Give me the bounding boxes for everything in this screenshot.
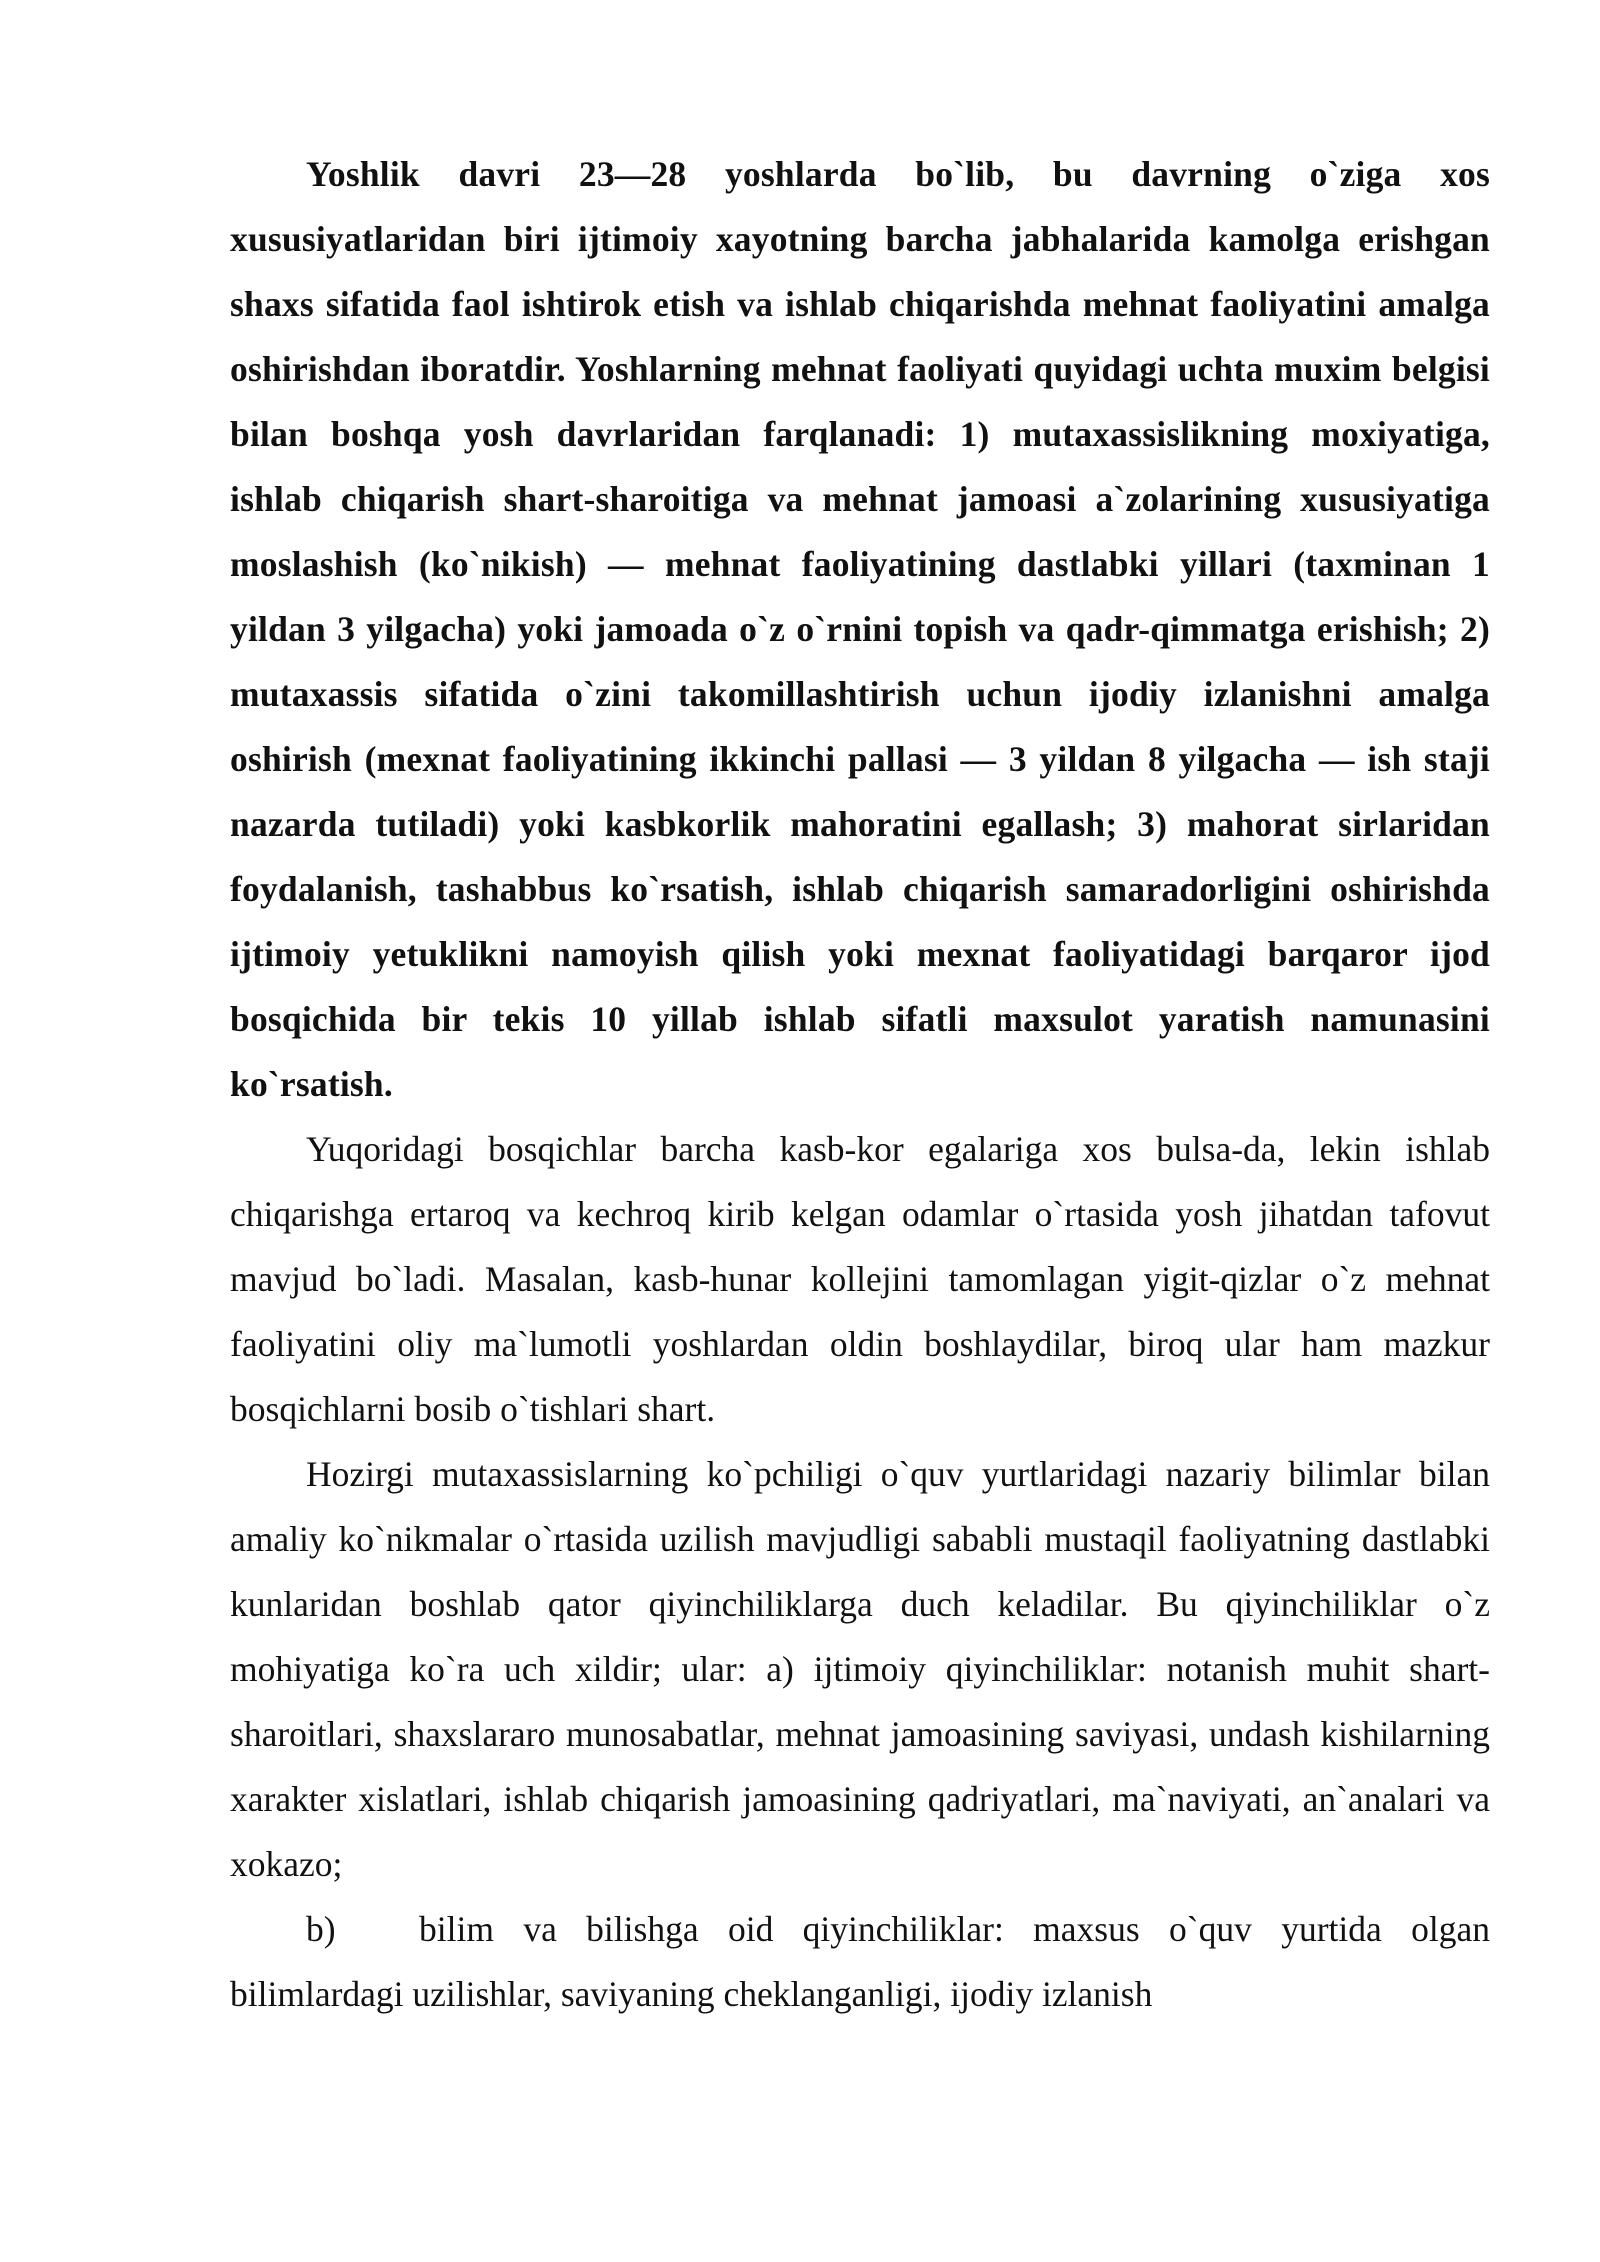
list-item-text: bilim va bilishga oid qiyinchiliklar: maxsus o`quv yurtida olgan bilimlardagi uzilishlar, saviyaning cheklanganligi, ijodiy izlanish	[230, 1909, 1490, 2014]
document-page	[230, 142, 1490, 2027]
paragraph-youth-period: Yoshlik davri 23—28 yoshlarda bo`lib, bu davrning o`ziga xos xususiyatlaridan biri ijtimoiy xayotning barcha jabhalarida kamolga erishgan shaxs sifatida faol ishtirok etish va ishlab chiqarishda mehnat faoliyatini amalga oshirishdan iboratdir. Yoshlarning mehnat faoliyati quyidagi uchta muxim belgisi bilan boshqa yosh davrlaridan farqlanadi: 1) mutaxassislikning moxiyatiga, ishlab chiqarish shart-sharoitiga va mehnat jamoasi a`zolarining xususiyatiga moslashish (ko`nikish) — mehnat faoliyatining dastlabki yillari (taxminan 1 yildan 3 yilgacha) yoki jamoada o`z o`rnini topish va qadr-qimmatga erishish; 2) mutaxassis sifatida o`zini takomillashtirish uchun ijodiy izlanishni amalga oshirish (mexnat faoliyatining ikkinchi pallasi — 3 yildan 8 yilgacha — ish staji nazarda tutiladi) yoki kasbkorlik mahoratini egallash; 3) mahorat sirlaridan foydalanish, tashabbus ko`rsatish, ishlab chiqarish samaradorligini oshirishda ijtimoiy yetuklikni namoyish qilish yoki mexnat faoliyatidagi barqaror ijod bosqichida bir tekis 10 yillab ishlab sifatli maxsulot yaratish namunasini ko`rsatish.	[230, 154, 1490, 1104]
list-item-b	[230, 1897, 1490, 2027]
paragraph-difficulties: Hozirgi mutaxassislarning ko`pchiligi o`quv yurtlaridagi nazariy bilimlar bilan amaliy ko`nikmalar o`rtasida uzilish mavjudligi sababli mustaqil faoliyatning dastlabki kunlaridan boshlab qator qiyinchiliklarga duch keladilar. Bu qiyinchiliklar o`z mohiyatiga ko`ra uch xildir; ular: a) ijtimoiy qiyinchiliklar: notanish muhit shart-sharoitlari, shaxslararo munosabatlar, mehnat jamoasining saviyasi, undash kishilarning xarakter xislatlari, ishlab chiqarish jamoasining qadriyatlari, ma`naviyati, an`analari va xokazo;	[230, 1454, 1490, 1884]
list-marker: b)	[306, 1909, 336, 1949]
paragraph-stages: Yuqoridagi bosqichlar barcha kasb-kor egalariga xos bulsa-da, lekin ishlab chiqarishga ertaroq va kechroq kirib kelgan odamlar o`rtasida yosh jihatdan tafovut mavjud bo`ladi. Masalan, kasb-hunar kollejini tamomlagan yigit-qizlar o`z mehnat faoliyatini oliy ma`lumotli yoshlardan oldin boshlaydilar, biroq ular ham mazkur bosqichlarni bosib o`tishlari shart.	[230, 1129, 1490, 1429]
